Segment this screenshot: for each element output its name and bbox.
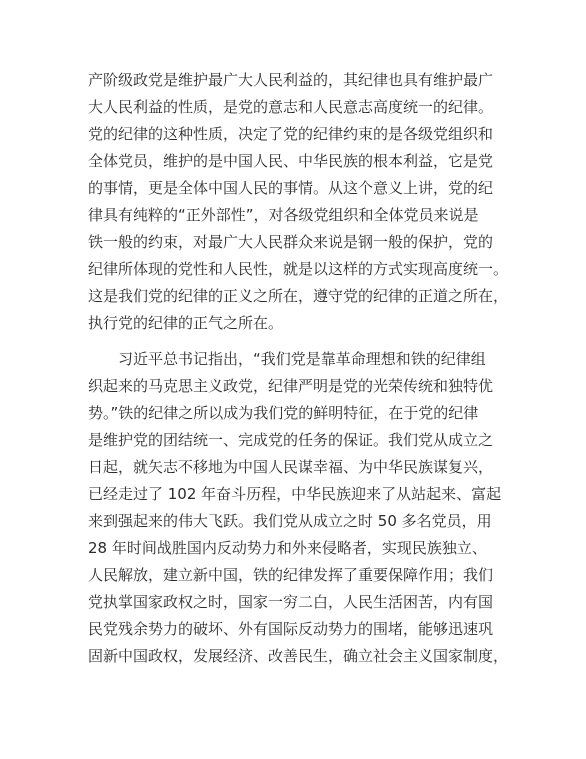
text-line: 是维护党的团结统一、完成党的任务的保证。我们党从成立之	[88, 431, 494, 449]
text-line: 民党残余势力的破坏、外有国际反动势力的围堵，能够迅速巩	[88, 620, 494, 638]
text-line: 律具有纯粹的“正外部性”，对各级党组织和全体党员来说是	[88, 206, 479, 224]
text-line-first: 习近平总书记指出，“我们党是靠革命理想和铁的纪律组	[118, 350, 486, 368]
text-line: 全体党员，维护的是中国人民、中华民族的根本利益，它是党	[88, 152, 494, 170]
text-line: 人民解放，建立新中国，铁的纪律发挥了重要保障作用；我们	[88, 566, 494, 584]
text-line: 这是我们党的纪律的正义之所在，遵守党的纪律的正道之所在，	[88, 287, 508, 305]
text-line: 28 年时间战胜国内反动势力和外来侵略者，实现民族独立、	[88, 539, 487, 557]
text-line: 的事情，更是全体中国人民的事情。从这个意义上讲，党的纪	[88, 179, 494, 197]
paragraph-1	[88, 67, 508, 337]
text-line: 产阶级政党是维护最广大人民利益的，其纪律也具有维护最广	[88, 71, 494, 89]
text-line: 势。”铁的纪律之所以成为我们党的鲜明特征，在于党的纪律	[88, 404, 479, 422]
text-line: 固新中国政权，发展经济、改善民生，确立社会主义国家制度，	[88, 647, 508, 665]
text-line: 党的纪律的这种性质，决定了党的纪律约束的是各级党组织和	[88, 125, 494, 143]
text-line: 铁一般的约束，对最广大人民群众来说是钢一般的保护，党的	[88, 233, 494, 251]
body-text	[88, 67, 508, 670]
text-line: 执行党的纪律的正气之所在。	[88, 314, 284, 332]
paragraph-gap	[88, 337, 508, 346]
text-line: 来到强起来的伟大飞跃。我们党从成立之时 50 多名党员，用	[88, 512, 492, 530]
text-line: 纪律所体现的党性和人民性，就是以这样的方式实现高度统一。	[88, 260, 508, 278]
text-line: 已经走过了 102 年奋斗历程，中华民族迎来了从站起来、富起	[88, 485, 502, 503]
text-line: 织起来的马克思主义政党，纪律严明是党的光荣传统和独特优	[88, 377, 494, 395]
text-line: 日起，就矢志不移地为中国人民谋幸福、为中华民族谋复兴，	[88, 458, 494, 476]
paragraph-2	[88, 346, 508, 670]
text-line: 党执掌国家政权之时，国家一穷二白，人民生活困苦，内有国	[88, 593, 494, 611]
text-line: 大人民利益的性质，是党的意志和人民意志高度统一的纪律。	[88, 98, 494, 116]
